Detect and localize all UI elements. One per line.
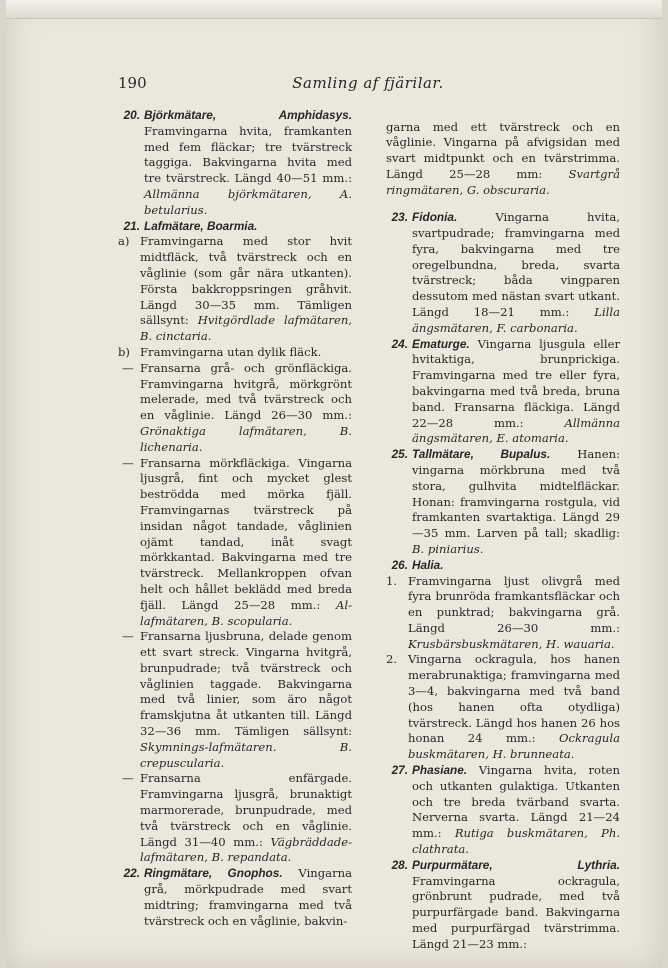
species-common-name: Vägbräddade-lafmätaren, B. repandata.: [140, 834, 352, 865]
species-entry: [386, 337, 620, 448]
sub-entry: [386, 652, 620, 763]
entry-name: Halia.: [412, 557, 444, 572]
page-number: 190: [118, 74, 147, 92]
species-common-name: Allmänna björkmätaren, A. betularius.: [144, 186, 352, 217]
species-entry: [386, 858, 620, 953]
sub-entry: [386, 574, 620, 653]
entry-text: Fransarna ljusbruna, delade genom ett svart streck. Vingarna hvitgrå, brunpudrade; två tvärstreck och våglinien taggade. Bakvingarna med två linier, som äro något framskjutna åt utkanten till. Längd 32—36 mm. Tämligen sällsynt:: [140, 629, 352, 739]
entry-text: Framvingarna utan dylik fläck.: [140, 344, 322, 359]
species-entry: [118, 219, 352, 235]
entry-name: Purpurmätare, Lythria.: [412, 857, 620, 872]
species-common-name: Lilla ängsmätaren, F. carbonaria.: [412, 304, 620, 335]
species-entry: [386, 763, 620, 858]
entry-text: Fransarna grå- och grönfläckiga. Framvingarna hvitgrå, mörkgrönt melerade, med två tvärstreck och en våglinie. Längd 26—30 mm.:: [140, 360, 352, 423]
entry-text: Vingarna ockragula, hos hanen merabrunaktiga; framvingarna med 3—4, bakvingarna med två band (hos hanen ofta otydliga) tvärstreck. Längd hos hanen 26 hos honan 24 mm.:: [408, 652, 620, 746]
species-common-name: Allmänna ängsmätaren, E. atomaria.: [412, 415, 620, 446]
variant-entry: [118, 771, 352, 866]
sub-entry-marker: b): [118, 344, 130, 359]
entry-number: 24.: [391, 336, 408, 351]
species-common-name: Skymnings-lafmätaren. B. crepuscularia.: [140, 739, 352, 770]
entry-number: 25.: [391, 447, 408, 462]
entry-number: 20.: [123, 108, 140, 122]
right-column: [386, 108, 620, 953]
species-entry: [118, 108, 352, 219]
entry-name: Ringmätare, Gnophos.: [144, 866, 283, 881]
entry-name: Tallmätare, Bupalus.: [412, 447, 551, 462]
entry-number: 21.: [123, 218, 140, 233]
entry-text: Hanen: vingarna mörkbruna med två stora, gulhvita midtelfläckar. Honan: framvingarna rostgula, vid framkanten svartaktiga. Längd 29—35 mm. Larven på tall; skadlig:: [412, 447, 620, 541]
entry-text: Vingarna hvita, svartpudrade; framvingarna med fyra, bakvingarna med tre oregelbundna, breda, svarta tvärstreck; båda vingparen dessutom med nästan svart utkant. Längd 18—21 mm.:: [412, 210, 620, 319]
species-entry: [386, 558, 620, 574]
entry-text: Vingarna ljusgula eller hvitaktiga, brunprickiga. Framvingarna med tre eller fyra, bakvingarna med två breda, bruna band. Fransarna fläckiga. Längd 22—28 mm.:: [412, 336, 620, 430]
running-title: Samling af fjärilar.: [292, 74, 444, 92]
variant-entry: [118, 629, 352, 771]
species-common-name: Grönaktiga lafmätaren, B. lichenaria.: [140, 423, 352, 454]
entry-number: 23.: [391, 210, 408, 225]
variant-entry: [118, 456, 352, 630]
entry-text: Vingarna hvita, roten och utkanten gulaktiga. Utkanten och tre breda tvärband svarta. Nerverna svarta. Längd 21—24 mm.:: [412, 763, 620, 841]
dash-marker: —: [122, 629, 134, 644]
entry-number: 27.: [391, 763, 408, 778]
dash-marker: —: [122, 455, 134, 470]
left-column: [118, 108, 352, 929]
continued-text: [386, 120, 620, 199]
page-header: [118, 74, 618, 96]
dash-marker: —: [122, 360, 134, 375]
entry-text: Framvingarna med stor hvit midtfläck, två tvärstreck och en våglinie (som går nära utkanten). Första bakkroppsringen gråhvit. Längd 30—35 mm. Tämligen sällsynt:: [140, 234, 352, 328]
entry-name: Ematurge.: [412, 336, 470, 351]
entry-name: Björkmätare, Amphidasys.: [144, 108, 352, 122]
species-common-name: Krusbärsbuskmätaren, H. wauaria.: [408, 636, 615, 651]
entry-number: 22.: [123, 866, 140, 881]
entry-name: Lafmätare, Boarmia.: [144, 218, 258, 233]
species-entry: [118, 866, 352, 929]
entry-text: Framvingarna hvita, framkanten med fem fläckar; tre tvärstreck taggiga. Bakvingarna hvita med tre tvärstreck. Längd 40—51 mm.:: [144, 123, 352, 186]
entry-text: Vingarna grå, mörkpudrade med svart midtring; framvingarna med två tvärstreck och en våglinie, bakvin-: [144, 866, 352, 928]
species-common-name: Svartgrå ringmätaren, G. obscuraria.: [386, 166, 620, 197]
entry-number: 26.: [391, 557, 408, 572]
species-common-name: Rutiga buskmätaren, Ph. clathrata.: [412, 826, 621, 857]
entry-text: garna med ett tvärstreck och en våglinie. Vingarna på afvigsidan med svart midtpunkt och en tvärstrimma. Längd 25—28 mm:: [386, 119, 620, 181]
entry-name: Phasiane.: [412, 763, 468, 778]
entry-text: Fransarna enfärgade. Framvingarna ljusgrå, brunaktigt marmorerade, brunpudrade, med två tvärstreck och en våglinie. Längd 31—40 mm.:: [140, 771, 352, 849]
dash-marker: —: [122, 771, 134, 786]
species-entry: [386, 210, 620, 336]
entry-text: Framvingarna ockragula, grönbrunt pudrade, med två purpurfärgade band. Bakvingarna med purpurfärgad tvärstrimma. Längd 21—23 mm.:: [412, 873, 620, 951]
book-page: [6, 0, 662, 968]
sub-entry: [118, 234, 352, 345]
entry-number: 28.: [391, 857, 408, 872]
species-entry: [386, 447, 620, 558]
sub-entry-marker: 2.: [386, 652, 398, 667]
entry-text: Fransarna mörkfläckiga. Vingarna ljusgrå, fint och mycket glest beströdda med mörka fjäll. Framvingarnas tvärstreck på insidan något tandade, våglinien ojämt tandad, inåt svagt mörkkantad. Bakvingarna med tre tvärstreck. Mellankroppen ofvan helt och hållet beklädd med breda fjäll. Längd 25—28 mm.:: [140, 455, 352, 612]
sub-entry: [118, 345, 352, 361]
sub-entry-marker: a): [118, 234, 130, 249]
species-common-name: B. piniarius.: [412, 541, 484, 556]
species-common-name: Ockragula buskmätaren, H. brunneata.: [408, 731, 620, 762]
variant-entry: [118, 361, 352, 456]
page-top-edge: [6, 0, 662, 19]
species-common-name: Al-lafmätaren, B. scopularia.: [140, 597, 352, 628]
entry-name: Fidonia.: [412, 210, 458, 225]
species-common-name: Hvitgördlade lafmätaren, B. cinctaria.: [140, 313, 352, 344]
sub-entry-marker: 1.: [386, 573, 398, 588]
entry-text: Framvingarna ljust olivgrå med fyra brunröda framkantsfläckar och en punktrad; bakvingarna grå. Längd 26—30 mm.:: [408, 573, 620, 635]
